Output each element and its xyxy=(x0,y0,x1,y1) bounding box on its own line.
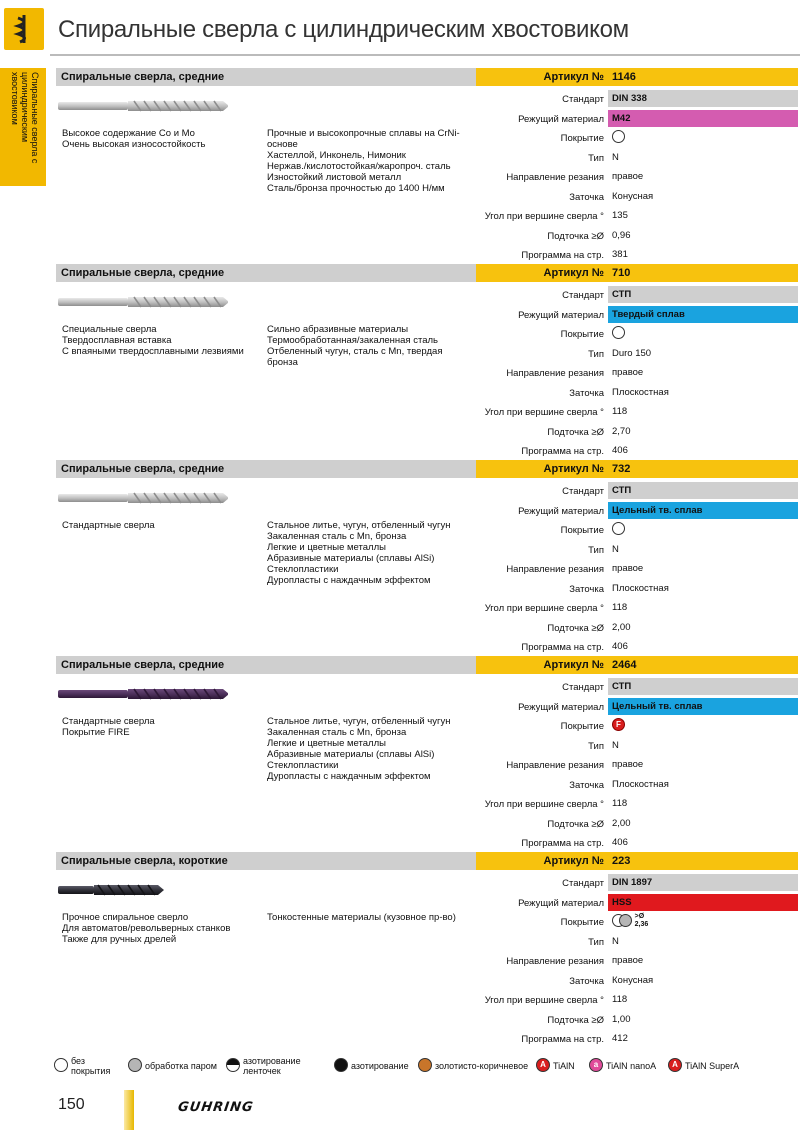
spec-value: 118 xyxy=(612,406,628,417)
spec-value: правое xyxy=(612,171,644,182)
spec-row-angle xyxy=(476,991,800,1010)
spec-row-program xyxy=(476,834,800,853)
material-line: Изностойкий листовой металл xyxy=(267,172,402,183)
spec-row-angle xyxy=(476,795,800,814)
tialn-nanoa-icon: a xyxy=(589,1058,603,1072)
desc-line: Прочное спиральное сверло xyxy=(62,912,189,923)
spec-value: 118 xyxy=(612,602,628,613)
coating-legend xyxy=(54,1056,744,1076)
spec-value: Duro 150 xyxy=(612,347,652,359)
material-line: Стеклопластики xyxy=(267,760,339,771)
legend-label: TiAlN nanoA xyxy=(606,1061,657,1071)
spec-value-cell xyxy=(608,207,798,224)
spec-row-direction xyxy=(476,364,800,383)
desc-line: Высокое содержание Co и Mo xyxy=(62,128,195,139)
footer-accent-bar xyxy=(124,1090,134,1130)
material-line: Тонкостенные материалы (кузовное пр-во) xyxy=(267,912,456,923)
spec-label: Заточка xyxy=(569,779,604,791)
spec-label: Направление резания xyxy=(506,172,604,183)
spec-label: Направление резания xyxy=(506,564,604,575)
side-tab[interactable] xyxy=(0,68,46,186)
drill-image xyxy=(58,686,228,702)
spec-label: Покрытие xyxy=(560,721,604,732)
spec-label: Заточка xyxy=(569,583,604,595)
spec-label: Программа на стр. xyxy=(521,446,604,457)
spec-value-cell xyxy=(608,168,798,185)
spec-label: Подточка ≥Ø xyxy=(547,818,604,830)
spec-value-cell xyxy=(608,286,798,303)
spec-label: Направление резания xyxy=(506,760,604,771)
spec-value: Плоскостная xyxy=(612,386,669,398)
spec-label: Подточка ≥Ø xyxy=(547,426,604,438)
spec-value-cell xyxy=(608,756,798,773)
spec-value: 412 xyxy=(612,1033,628,1044)
product-description xyxy=(62,324,262,357)
spec-label: Тип xyxy=(588,740,604,752)
material-line: Хастеллой, Инконель, Нимоник xyxy=(267,150,406,161)
legend-label: без покрытия xyxy=(71,1056,111,1076)
desc-line: Очень высокая износостойкость xyxy=(62,139,206,150)
drill-image xyxy=(58,882,228,898)
spec-value: правое xyxy=(612,955,644,966)
spec-value: 406 xyxy=(612,837,628,848)
spec-label: Стандарт xyxy=(562,486,604,497)
spec-row-sub xyxy=(476,227,800,246)
spec-value-cell xyxy=(608,737,798,754)
spec-row-coating xyxy=(476,717,800,736)
spec-value-cell xyxy=(608,364,798,381)
spec-value-cell xyxy=(608,227,798,244)
spec-label: Режущий материал xyxy=(518,505,604,517)
spec-row-angle xyxy=(476,207,800,226)
spec-value-cell xyxy=(608,952,798,969)
coating-note: >Ø 2,36 xyxy=(634,913,649,929)
product-section xyxy=(56,460,800,654)
legend-label: азотирование ленточек xyxy=(243,1056,301,1076)
applicable-materials xyxy=(267,716,477,782)
tialn-supera-icon: A xyxy=(668,1058,682,1072)
section-heading: Спиральные сверла, короткие xyxy=(56,852,476,870)
article-label: Артикул № xyxy=(476,68,608,86)
spec-label: Покрытие xyxy=(560,525,604,536)
spec-value: Плоскостная xyxy=(612,582,669,594)
spec-row-sub xyxy=(476,619,800,638)
spec-label: Стандарт xyxy=(562,290,604,301)
spec-value: 118 xyxy=(612,798,628,809)
spec-value: 2,00 xyxy=(612,621,631,633)
spec-value-cell xyxy=(608,345,798,362)
product-section xyxy=(56,852,800,1046)
desc-line: Твердосплавная вставка xyxy=(62,335,172,346)
product-section xyxy=(56,68,800,262)
section-heading: Спиральные сверла, средние xyxy=(56,656,476,674)
spec-value-cell xyxy=(608,815,798,832)
spec-value: правое xyxy=(612,367,644,378)
spec-value-cell xyxy=(608,90,798,107)
spec-value-cell xyxy=(608,502,798,519)
desc-line: Стандартные сверла xyxy=(62,520,155,531)
article-number: 1146 xyxy=(608,68,798,86)
drill-image xyxy=(58,294,228,310)
spec-value-cell xyxy=(608,442,798,459)
spec-row-direction xyxy=(476,168,800,187)
product-description xyxy=(62,520,262,531)
spec-row-coating xyxy=(476,913,800,932)
spec-row-direction xyxy=(476,952,800,971)
spec-label: Тип xyxy=(588,152,604,164)
material-line: Легкие и цветные металлы xyxy=(267,542,386,553)
spec-row-type xyxy=(476,541,800,560)
drill-logo-icon xyxy=(4,8,44,50)
spec-value-cell xyxy=(608,149,798,166)
spec-value-cell xyxy=(608,188,798,205)
spec-label: Заточка xyxy=(569,191,604,203)
spec-row-point xyxy=(476,580,800,599)
section-heading: Спиральные сверла, средние xyxy=(56,264,476,282)
spec-row-material xyxy=(476,894,800,913)
spec-label: Покрытие xyxy=(560,329,604,340)
spec-label: Режущий материал xyxy=(518,309,604,321)
spec-row-standard xyxy=(476,90,800,109)
legend-label: азотирование xyxy=(351,1061,409,1071)
spec-row-standard xyxy=(476,874,800,893)
spec-value-cell xyxy=(608,325,798,342)
product-description xyxy=(62,128,262,150)
spec-value: N xyxy=(612,151,619,163)
spec-value-cell xyxy=(608,599,798,616)
spec-value: 118 xyxy=(612,994,628,1005)
desc-line: Специальные сверла xyxy=(62,324,157,335)
spec-value: Цельный тв. сплав xyxy=(612,700,703,712)
spec-row-direction xyxy=(476,756,800,775)
spec-value: 381 xyxy=(612,249,628,260)
spec-value-cell xyxy=(608,619,798,636)
spec-label: Покрытие xyxy=(560,133,604,144)
spec-row-program xyxy=(476,246,800,265)
spec-row-type xyxy=(476,345,800,364)
spec-value-cell xyxy=(608,1030,798,1047)
spec-value: СТП xyxy=(612,289,632,300)
spec-value-cell xyxy=(608,482,798,499)
spec-row-direction xyxy=(476,560,800,579)
spec-row-coating xyxy=(476,325,800,344)
spec-row-standard xyxy=(476,482,800,501)
spec-label: Угол при вершине сверла ° xyxy=(484,407,604,418)
spec-value: 1,00 xyxy=(612,1013,631,1025)
spec-value-cell xyxy=(608,580,798,597)
material-line: бронза xyxy=(267,357,298,368)
article-number: 710 xyxy=(608,264,798,282)
spec-row-sub xyxy=(476,1011,800,1030)
applicable-materials xyxy=(267,128,477,194)
material-line: Термообработанная/закаленная сталь xyxy=(267,335,438,346)
spec-value-cell xyxy=(608,894,798,911)
article-label: Артикул № xyxy=(476,852,608,870)
spec-label: Направление резания xyxy=(506,956,604,967)
spec-value: 2,00 xyxy=(612,817,631,829)
fire-coating-icon: F xyxy=(612,718,625,731)
material-line: Нержав./кислотостойкая/жаропроч. сталь xyxy=(267,161,451,172)
spec-value-cell xyxy=(608,933,798,950)
spec-value: N xyxy=(612,739,619,751)
spec-value-cell xyxy=(608,423,798,440)
spec-row-material xyxy=(476,698,800,717)
spec-value-cell xyxy=(608,110,798,127)
spec-value-cell xyxy=(608,384,798,401)
spec-row-angle xyxy=(476,403,800,422)
legend-label: TiAlN xyxy=(553,1061,575,1071)
spec-value-cell xyxy=(608,1011,798,1028)
spec-value: DIN 338 xyxy=(612,93,647,104)
spec-row-point xyxy=(476,776,800,795)
article-number: 2464 xyxy=(608,656,798,674)
spec-value-cell xyxy=(608,991,798,1008)
spec-label: Угол при вершине сверла ° xyxy=(484,799,604,810)
product-description xyxy=(62,912,262,945)
spec-value: Конусная xyxy=(612,190,654,202)
spec-label: Тип xyxy=(588,936,604,948)
article-label: Артикул № xyxy=(476,460,608,478)
spec-label: Угол при вершине сверла ° xyxy=(484,603,604,614)
product-section xyxy=(56,264,800,458)
header-divider xyxy=(50,54,800,56)
spec-value: Цельный тв. сплав xyxy=(612,504,703,516)
spec-label: Программа на стр. xyxy=(521,642,604,653)
steam-icon xyxy=(128,1058,142,1072)
spec-value-cell xyxy=(608,521,798,538)
product-description xyxy=(62,716,262,738)
spec-value-cell xyxy=(608,698,798,715)
spec-value: 406 xyxy=(612,641,628,652)
spec-value: N xyxy=(612,543,619,555)
spec-label: Стандарт xyxy=(562,682,604,693)
material-line: Прочные и высокопрочные сплавы на CrNi- xyxy=(267,128,460,139)
material-line: Легкие и цветные металлы xyxy=(267,738,386,749)
drill-image xyxy=(58,490,228,506)
applicable-materials xyxy=(267,520,477,586)
spec-value-cell xyxy=(608,306,798,323)
legend-label: золотисто-коричневое xyxy=(435,1061,529,1071)
spec-row-type xyxy=(476,933,800,952)
spec-value-cell xyxy=(608,541,798,558)
tialn-icon: A xyxy=(536,1058,550,1072)
spec-row-angle xyxy=(476,599,800,618)
spec-row-material xyxy=(476,306,800,325)
spec-value-cell xyxy=(608,129,798,146)
section-heading: Спиральные сверла, средние xyxy=(56,68,476,86)
material-line: Отбеленный чугун, сталь с Mn, твердая xyxy=(267,346,443,357)
material-line: Закаленная сталь с Mn, бронза xyxy=(267,727,407,738)
spec-row-coating xyxy=(476,129,800,148)
desc-line: Также для ручных дрелей xyxy=(62,934,177,945)
uncoated-icon xyxy=(612,326,625,339)
uncoated-icon xyxy=(54,1058,68,1072)
spec-row-material xyxy=(476,110,800,129)
spec-value: HSS xyxy=(612,896,632,908)
spec-value: СТП xyxy=(612,681,632,692)
spec-value-cell xyxy=(608,874,798,891)
spec-value: 135 xyxy=(612,210,628,221)
spec-value: правое xyxy=(612,759,644,770)
side-tab-label: Спиральные сверла с цилиндрическим хвостовиком xyxy=(10,72,40,164)
desc-line: С впаяными твердосплавными лезвиями xyxy=(62,346,244,357)
spec-label: Программа на стр. xyxy=(521,838,604,849)
material-line: Сильно абразивные материалы xyxy=(267,324,409,335)
spec-value-cell xyxy=(608,913,798,930)
brand-logo: GUHRING xyxy=(176,1100,255,1115)
spec-row-sub xyxy=(476,815,800,834)
spec-label: Покрытие xyxy=(560,917,604,928)
spec-row-point xyxy=(476,188,800,207)
material-line: Дуропласты с наждачным эффектом xyxy=(267,771,431,782)
section-heading: Спиральные сверла, средние xyxy=(56,460,476,478)
spec-value: 406 xyxy=(612,445,628,456)
article-label: Артикул № xyxy=(476,264,608,282)
spec-value-cell xyxy=(608,795,798,812)
spec-label: Стандарт xyxy=(562,94,604,105)
drill-image xyxy=(58,98,228,114)
spec-row-standard xyxy=(476,678,800,697)
material-line: Абразивные материалы (сплавы AlSi) xyxy=(267,553,435,564)
spec-row-type xyxy=(476,149,800,168)
material-line: Дуропласты с наждачным эффектом xyxy=(267,575,431,586)
desc-line: Стандартные сверла xyxy=(62,716,155,727)
spec-row-program xyxy=(476,638,800,657)
gold-coating-icon xyxy=(418,1058,432,1072)
spec-label: Режущий материал xyxy=(518,701,604,713)
article-number: 732 xyxy=(608,460,798,478)
half-nitrided-icon xyxy=(226,1058,240,1072)
spec-value-cell xyxy=(608,972,798,989)
material-line: Стальное литье, чугун, отбеленный чугун xyxy=(267,716,451,727)
spec-row-type xyxy=(476,737,800,756)
spec-value-cell xyxy=(608,776,798,793)
spec-value: правое xyxy=(612,563,644,574)
spec-label: Подточка ≥Ø xyxy=(547,622,604,634)
material-line: Сталь/бронза прочностью до 1400 Н/мм xyxy=(267,183,445,194)
spec-row-material xyxy=(476,502,800,521)
material-line: Закаленная сталь с Mn, бронза xyxy=(267,531,407,542)
spec-value-cell xyxy=(608,717,798,734)
spec-value: 2,70 xyxy=(612,425,631,437)
spec-label: Угол при вершине сверла ° xyxy=(484,995,604,1006)
page-number: 150 xyxy=(58,1096,85,1113)
legend-label: TiAlN SuperA xyxy=(685,1061,740,1071)
spec-label: Программа на стр. xyxy=(521,250,604,261)
spec-value: Конусная xyxy=(612,974,654,986)
spec-label: Тип xyxy=(588,544,604,556)
page-title: Спиральные сверла с цилиндрическим хвостовиком xyxy=(58,16,629,43)
material-line: основе xyxy=(267,139,298,150)
article-label: Артикул № xyxy=(476,656,608,674)
spec-value-cell xyxy=(608,403,798,420)
spec-row-point xyxy=(476,972,800,991)
spec-row-program xyxy=(476,442,800,461)
spec-value-cell xyxy=(608,246,798,263)
spec-label: Стандарт xyxy=(562,878,604,889)
desc-line: Для автоматов/револьверных станков xyxy=(62,923,231,934)
spec-row-program xyxy=(476,1030,800,1049)
spec-label: Режущий материал xyxy=(518,113,604,125)
legend-label: обработка паром xyxy=(145,1061,217,1071)
uncoated-icon xyxy=(612,522,625,535)
spec-label: Угол при вершине сверла ° xyxy=(484,211,604,222)
spec-label: Заточка xyxy=(569,387,604,399)
applicable-materials xyxy=(267,324,477,368)
spec-row-coating xyxy=(476,521,800,540)
spec-row-point xyxy=(476,384,800,403)
spec-label: Подточка ≥Ø xyxy=(547,230,604,242)
spec-row-sub xyxy=(476,423,800,442)
steam-icon xyxy=(619,914,632,927)
spec-value-cell xyxy=(608,560,798,577)
material-line: Стальное литье, чугун, отбеленный чугун xyxy=(267,520,451,531)
spec-value: 0,96 xyxy=(612,229,631,241)
material-line: Абразивные материалы (сплавы AlSi) xyxy=(267,749,435,760)
spec-label: Направление резания xyxy=(506,368,604,379)
spec-value: N xyxy=(612,935,619,947)
uncoated-icon xyxy=(612,130,625,143)
product-section xyxy=(56,656,800,850)
spec-value-cell xyxy=(608,678,798,695)
desc-line: Покрытие FIRE xyxy=(62,727,130,738)
spec-value: Твердый сплав xyxy=(612,308,685,320)
spec-label: Подточка ≥Ø xyxy=(547,1014,604,1026)
material-line: Стеклопластики xyxy=(267,564,339,575)
nitrided-icon xyxy=(334,1058,348,1072)
spec-value-cell xyxy=(608,638,798,655)
spec-label: Заточка xyxy=(569,975,604,987)
article-number: 223 xyxy=(608,852,798,870)
spec-row-standard xyxy=(476,286,800,305)
spec-value: Плоскостная xyxy=(612,778,669,790)
spec-label: Программа на стр. xyxy=(521,1034,604,1045)
spec-label: Тип xyxy=(588,348,604,360)
spec-value: DIN 1897 xyxy=(612,877,653,888)
spec-value: M42 xyxy=(612,112,631,124)
applicable-materials xyxy=(267,912,477,923)
spec-label: Режущий материал xyxy=(518,897,604,909)
spec-value: СТП xyxy=(612,485,632,496)
spec-value-cell xyxy=(608,834,798,851)
